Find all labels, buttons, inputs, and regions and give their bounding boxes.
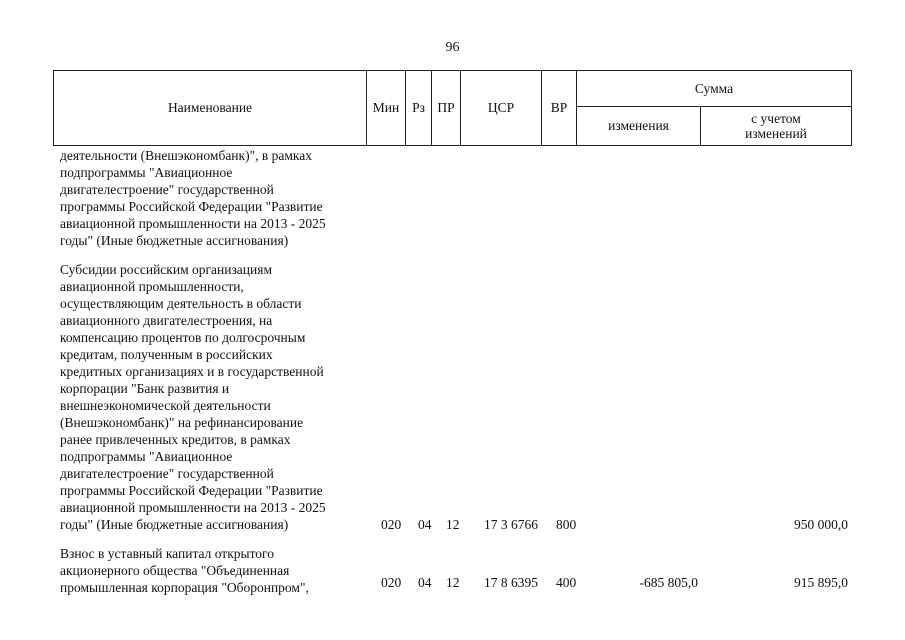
text-line: Субсидии российским организациям [60,262,272,277]
cell-rz: 04 [418,575,432,590]
header-pr: ПР [432,71,461,146]
cell-csr: 17 8 6395 [484,575,538,590]
row-name-subsidies [60,261,362,533]
cell-min: 020 [381,575,402,590]
text-line: осуществляющим деятельность в области [60,296,302,311]
text-line: программы Российской Федерации "Развитие [60,483,323,498]
cell-change: -685 805,0 [639,575,698,590]
cell-pr: 12 [446,517,460,532]
text-line: авиационного двигателестроения, на [60,313,273,328]
header-min: Мин [367,71,406,146]
text-line: двигателестроение" государственной [60,182,274,197]
row-name-contribution [60,545,362,596]
cell-vr: 800 [556,517,577,532]
text-line: двигателестроение" государственной [60,466,274,481]
text-line: годы" (Иные бюджетные ассигнования) [60,517,289,532]
header-vr: ВР [542,71,577,146]
header-csr: ЦСР [461,71,542,146]
header-change: изменения [577,107,701,146]
text-line: годы" (Иные бюджетные ассигнования) [60,233,289,248]
text-line: кредитных организациях и в государственной [60,364,324,379]
cell-csr: 17 3 6766 [484,517,538,532]
header-sum: Сумма [577,71,852,107]
header-with-changes-line1: с учетом [751,111,801,126]
text-line: деятельности (Внешэкономбанк)", в рамках [60,148,312,163]
cell-min: 020 [381,517,402,532]
row-name-continuation [60,147,362,249]
text-line: кредитам, полученным в российских [60,347,273,362]
text-line: промышленная корпорация "Оборонпром", [60,580,309,595]
text-line: Взнос в уставный капитал открытого [60,546,275,561]
text-line: авиационной промышленности, [60,279,244,294]
header-name: Наименование [54,71,367,146]
cell-total: 950 000,0 [794,517,848,532]
text-line: ранее привлеченных кредитов, в рамках [60,432,291,447]
cell-total: 915 895,0 [794,575,848,590]
text-line: подпрограммы "Авиационное [60,449,233,464]
header-with-changes-line2: изменений [745,126,807,141]
text-line: авиационной промышленности на 2013 - 2025 [60,500,326,515]
header-with-changes [701,107,852,146]
header-rz: Рз [406,71,432,146]
text-line: внешнеэкономической деятельности [60,398,271,413]
text-line: (Внешэкономбанк)" на рефинансирование [60,415,304,430]
cell-rz: 04 [418,517,432,532]
text-line: акционерного общества "Объединенная [60,563,290,578]
cell-vr: 400 [556,575,577,590]
cell-pr: 12 [446,575,460,590]
table-header [53,70,852,146]
page-number: 96 [445,40,460,55]
text-line: корпорации "Банк развития и [60,381,230,396]
text-line: подпрограммы "Авиационное [60,165,233,180]
text-line: программы Российской Федерации "Развитие [60,199,323,214]
text-line: компенсацию процентов по долгосрочным [60,330,306,345]
text-line: авиационной промышленности на 2013 - 2025 [60,216,326,231]
